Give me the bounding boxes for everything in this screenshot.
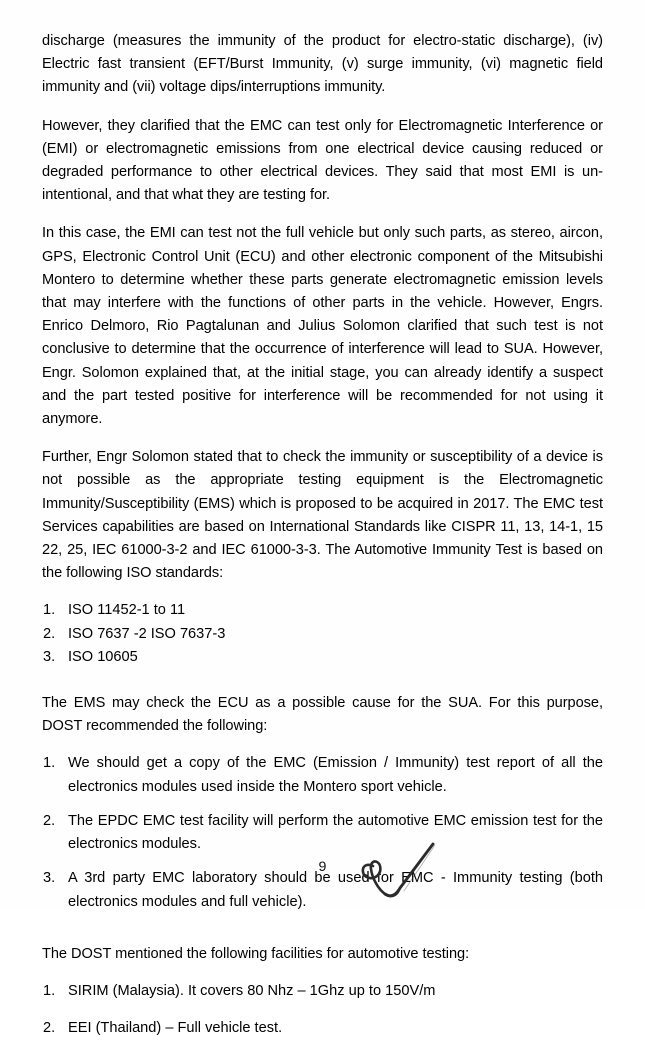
paragraph-ems-ecu-recommendation: The EMS may check the ECU as a possible cause for the SUA. For this purpose, DOST recommended the following: [42, 695, 603, 735]
paragraph-discharge-immunity: discharge (measures the immunity of the product for electro-static discharge), (iv) Electric fast transient (EFT/Burst Immunity, (v) surge immunity, (vi) magnetic field immunity and (vii) voltage dips/interruptions immunity. [42, 33, 603, 96]
section-spacer [42, 684, 603, 692]
handwritten-signature-icon [355, 836, 465, 908]
list-item-text: A 3rd party EMC laboratory should be used for EMC - Immunity testing (both electronics modules and full vehicle). [68, 870, 603, 910]
list-item [42, 1017, 603, 1040]
list-item [42, 599, 603, 622]
list-item-text: The EPDC EMC test facility will perform the automotive EMC emission test for the electronics modules. [68, 812, 603, 853]
list-marker: 2. [43, 1020, 56, 1037]
list-item [42, 810, 603, 856]
paragraph-ems-standards: Further, Engr Solomon stated that to check the immunity or susceptibility of a device is not possible as the appropriate testing equipment is the Electromagnetic Immunity/Susceptibility (EMS) which is proposed to be acquired in 2017. The EMC test Services capabilities are based on International Standards like CISPR 11, 13, 14-1, 15 22, 25, IEC 61000-3-2 and IEC 61000-3-3. The Automotive Immunity Test is based on the following ISO standards: [42, 449, 603, 582]
list-item-text: ISO 11452-1 to 11 [68, 602, 186, 619]
paragraph-emi-vehicle-parts: In this case, the EMI can test not the full vehicle but only such parts, as stereo, aircon, GPS, Electronic Control Unit (ECU) and other electronic component of the Mitsubishi Montero to determine whether these parts generate electromagnetic emission levels that may interfere with the functions of other parts in the vehicle. However, Engrs. Enrico Delmoro, Rio Pagtalunan and Julius Solomon clarified that such test is not conclusive to determine that the occurrence of interference will lead to SUA. However, Engr. Solomon explained that, at the initial stage, you can already identify a suspect and the part tested positive for interference will be recommended for not using it anymore. [42, 225, 603, 428]
list-marker: 1. [43, 602, 56, 619]
list-marker: 1. [43, 982, 56, 999]
list-marker: 2. [43, 625, 56, 642]
list-item-text: SIRIM (Malaysia). It covers 80 Nhz – 1Ghz up to 150V/m [68, 982, 436, 999]
list-item-text: EEI (Thailand) – Full vehicle test. [68, 1020, 283, 1037]
list-item-text: We should get a copy of the EMC (Emission / Immunity) test report of all the electronics modules used inside the Montero sport vehicle. [68, 755, 603, 795]
list-marker: 1. [43, 755, 56, 772]
paragraph-dost-facilities: The DOST mentioned the following facilities for automotive testing: [42, 945, 470, 962]
list-item [42, 623, 603, 646]
list-item [42, 752, 603, 798]
list-marker: 3. [43, 870, 56, 887]
list-marker: 3. [43, 648, 56, 665]
list-item [42, 646, 603, 669]
page-footer [0, 858, 645, 908]
paragraph-emc-emi-clarification: However, they clarified that the EMC can test only for Electromagnetic Interference or (EMI) or electromagnetic emissions from one electrical device causing reduced or degraded performance to other electrical devices. They said that most EMI is un-intentional, and that what they are testing for. [42, 117, 603, 204]
section-spacer [42, 929, 603, 943]
testing-facilities-list [42, 980, 603, 1040]
list-marker: 2. [43, 812, 56, 829]
iso-standards-list [42, 599, 603, 669]
page-number: 9 [318, 859, 327, 875]
list-item-text: ISO 7637 -2 ISO 7637-3 [68, 625, 226, 642]
list-item-text: ISO 10605 [68, 648, 138, 665]
list-item [42, 980, 603, 1003]
